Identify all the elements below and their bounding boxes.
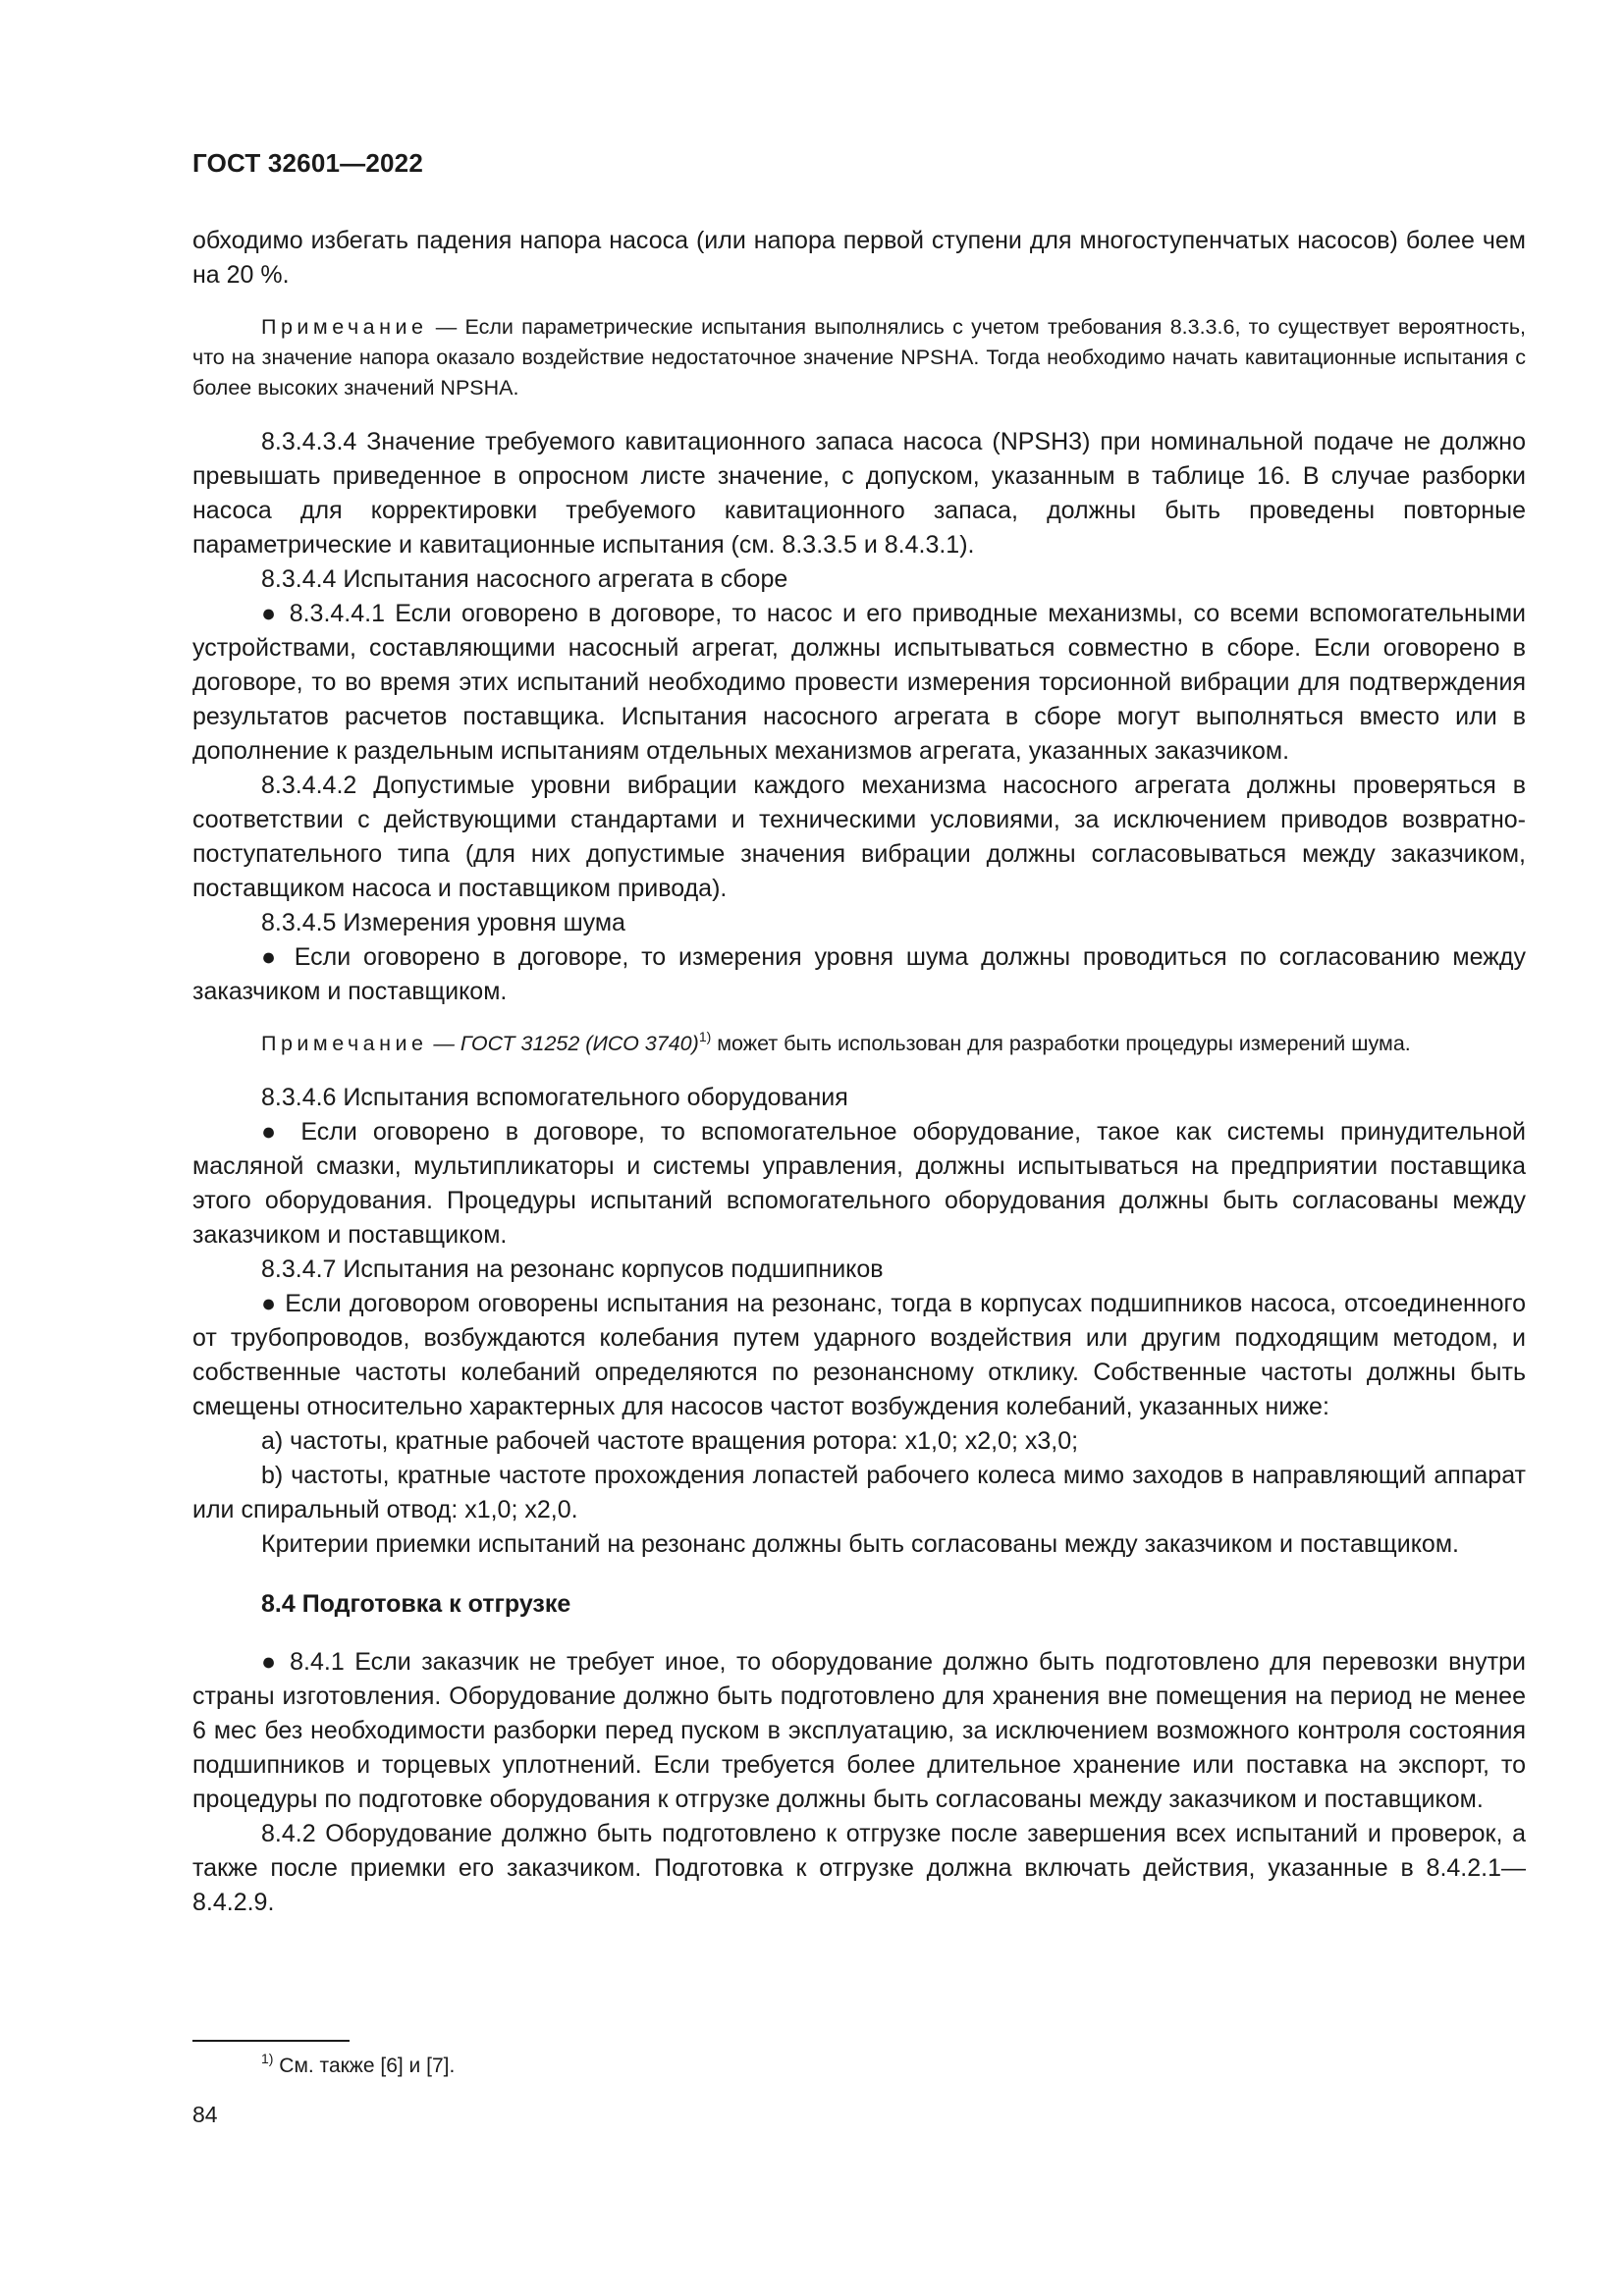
paragraph-8-3-4-5: ● Если оговорено в договоре, то измерения уровня шума должны проводиться по согласованию между заказчиком и поставщиком. bbox=[192, 943, 1526, 1005]
paragraph-8-4-1: ● 8.4.1 Если заказчик не требует иное, то оборудование должно быть подготовлено для перевозки внутри страны изготовления. Оборудование должно быть подготовлено для хранения вне помещения на период не менее 6 мес без необходимости разборки перед пуском в эксплуатацию, за исключением возможного контроля состояния подшипников и торцевых уплотнений. Если требуется более длительное хранение или поставка на экспорт, то процедуры по подготовке оборудования к отгрузке должны быть согласованы между заказчиком и поставщиком. bbox=[192, 1648, 1526, 1813]
paragraph-8-3-4-4-2: 8.3.4.4.2 Допустимые уровни вибрации каждого механизма насосного агрегата должны проверяться в соответствии с действующими стандартами и техническими условиями, за исключением приводов возвратно-поступательного типа (для них допустимые значения вибрации должны согласовываться между заказчиком, поставщиком насоса и поставщиком привода). bbox=[192, 772, 1526, 902]
heading-8-3-4-6: 8.3.4.6 Испытания вспомогательного оборудования bbox=[261, 1084, 848, 1111]
paragraph-8-3-4-3-4: 8.3.4.3.4 Значение требуемого кавитационного запаса насоса (NPSH3) при номинальной подаче не должно превышать приведенное в опросном листе значение, с допуском, указанным в таблице 16. В случае разборки насоса для корректировки требуемого кавитационного запаса, должны быть проведены повторные параметрические и кавитационные испытания (см. 8.3.3.5 и 8.4.3.1). bbox=[192, 428, 1526, 559]
paragraph-criteria: Критерии приемки испытаний на резонанс должны быть согласованы между заказчиком и поставщиком. bbox=[261, 1530, 1459, 1558]
footnote bbox=[261, 2052, 455, 2081]
footnote-mark: 1) bbox=[261, 2051, 274, 2066]
list-item-a: a) частоты, кратные рабочей частоте вращения ротора: x1,0; x2,0; x3,0; bbox=[261, 1427, 1079, 1455]
heading-8-3-4-7: 8.3.4.7 Испытания на резонанс корпусов подшипников bbox=[261, 1255, 884, 1283]
note-1 bbox=[192, 312, 1526, 403]
note-2 bbox=[192, 1029, 1526, 1059]
note-reference: ГОСТ 31252 (ИСО 3740) bbox=[460, 1032, 699, 1055]
paragraph-8-3-4-6: ● Если оговорено в договоре, то вспомогательное оборудование, такое как системы принудительной масляной смазки, мультипликаторы и системы управления, должны испытываться на предприятии поставщика этого оборудования. Процедуры испытаний вспомогательного оборудования должны быть согласованы между заказчиком и поставщиком. bbox=[192, 1118, 1526, 1249]
note-dash: — bbox=[427, 1032, 460, 1055]
document-header: ГОСТ 32601—2022 bbox=[192, 148, 423, 178]
note-text: может быть использован для разработки процедуры измерений шума. bbox=[711, 1032, 1411, 1055]
heading-8-3-4-4: 8.3.4.4 Испытания насосного агрегата в сборе bbox=[261, 565, 788, 593]
list-item-b: b) частоты, кратные частоте прохождения лопастей рабочего колеса мимо заходов в направляющий аппарат или спиральный отвод: x1,0; x2,0. bbox=[192, 1462, 1526, 1523]
footnote-reference: 1) bbox=[698, 1029, 712, 1044]
document-body bbox=[192, 224, 1526, 1920]
section-heading-8-4: 8.4 Подготовка к отгрузке bbox=[261, 1590, 571, 1618]
page-number: 84 bbox=[192, 2102, 218, 2127]
paragraph-8-3-4-7: ● Если договором оговорены испытания на резонанс, тогда в корпусах подшипников насоса, отсоединенного от трубопроводов, возбуждаются колебания путем ударного воздействия или другим подходящим методом, и собственные частоты колебаний определяются по резонансному отклику. Собственные частоты должны быть смещены относительно характерных для насосов частот возбуждения колебаний, указанных ниже: bbox=[192, 1290, 1526, 1420]
note-text: — Если параметрические испытания выполнялись с учетом требования 8.3.3.6, то существует вероятность, что на значение напора оказало воздействие недостаточное значение NPSHA. Тогда необходимо начать кавитационные испытания с более высоких значений NPSHA. bbox=[192, 315, 1526, 400]
note-label: Примечание bbox=[261, 315, 428, 339]
note-label: Примечание bbox=[261, 1032, 428, 1055]
footnote-divider bbox=[192, 2040, 350, 2042]
heading-8-3-4-5: 8.3.4.5 Измерения уровня шума bbox=[261, 909, 625, 936]
paragraph-continued: обходимо избегать падения напора насоса (или напора первой ступени для многоступенчатых насосов) более чем на 20 %. bbox=[192, 227, 1526, 289]
footnote-text: См. также [6] и [7]. bbox=[273, 2055, 456, 2077]
paragraph-8-3-4-4-1: ● 8.3.4.4.1 Если оговорено в договоре, то насос и его приводные механизмы, со всеми вспомогательными устройствами, составляющими насосный агрегат, должны испытываться совместно в сборе. Если оговорено в договоре, то во время этих испытаний необходимо провести измерения торсионной вибрации для подтверждения результатов расчетов поставщика. Испытания насосного агрегата в сборе могут выполняться вместо или в дополнение к раздельным испытаниям отдельных механизмов агрегата, указанных заказчиком. bbox=[192, 600, 1526, 765]
paragraph-8-4-2: 8.4.2 Оборудование должно быть подготовлено к отгрузке после завершения всех испытаний и проверок, а также после приемки его заказчиком. Подготовка к отгрузке должна включать действия, указанные в 8.4.2.1—8.4.2.9. bbox=[192, 1820, 1526, 1916]
